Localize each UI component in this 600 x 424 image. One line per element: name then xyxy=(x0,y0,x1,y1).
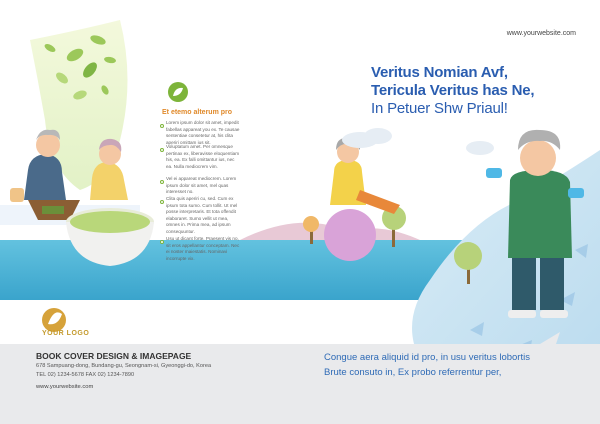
footer-address: 678 Sampuang-dong, Bundang-gu, Seongnam-si, Gyeonggi-do, Korea xyxy=(36,363,212,369)
bullet-icon xyxy=(160,200,164,204)
logo-text: YOUR LOGO xyxy=(42,330,90,337)
footer-title: BOOK COVER DESIGN & IMAGEPAGE xyxy=(36,351,192,361)
footer-url[interactable]: www.yourwebsite.com xyxy=(36,384,94,390)
bullet-icon xyxy=(160,180,164,184)
headline-line-1: Veritus Nomian Avf, xyxy=(371,64,508,81)
header-url[interactable]: www.yourwebsite.com xyxy=(506,30,576,37)
cloud-icon xyxy=(342,128,494,155)
bullet-icon xyxy=(160,124,164,128)
middle-paragraph: Clita quis aperiri cu, sed. Cum ex ipsum tota sumo. Cum tollit. Ut mel posse interpretaris. Et tota offendit elaboraret. Sumo vellit ut mea, omnes in. Prima mea, ad ipsum consequuntur. xyxy=(166,196,238,234)
bullet-icon xyxy=(160,240,164,244)
middle-title: Et etemo alterum pro xyxy=(162,109,233,116)
headline-line-3: In Petuer Shw Priaul! xyxy=(371,100,508,117)
middle-paragraph: Voluptatum amet. Per omnesque pertinax ex, liberavisse eloquentiam his, ea. Ex falli omittantur ius, nec ea. Nulla mediocrem vim. xyxy=(166,144,240,169)
headline xyxy=(371,64,581,118)
leaf-badge-icon xyxy=(168,82,188,102)
headline-line-2: Tericula Veritus has Ne, xyxy=(371,82,535,99)
right-copy-line-2: Brute consuto in, Ex probo referrentur per, xyxy=(324,367,502,378)
middle-paragraph: Lorem ipsum dolor sit amet, impedit fabellas appareat you ex. Te causae sententiae consetetur at, his clita aperiri omittam ius sit. xyxy=(166,120,240,145)
right-copy-line-1: Congue aera aliquid id pro, in usu veritus lobortis xyxy=(324,352,530,363)
bullet-icon xyxy=(160,148,164,152)
middle-paragraph: Usu ut dicant forte. Praesent vis no, sit eros appellantur conceptam. Nec ei noster maiestatis. Nominavi incorrupte vix. xyxy=(166,236,240,261)
middle-paragraph: Vel ei appareat mediocrem. Lorem ipsum dolor sit amet, mel quas interesset no. xyxy=(166,176,237,195)
footer-phone: TEL 02) 1234-5678 FAX 02) 1234-7890 xyxy=(36,372,135,378)
